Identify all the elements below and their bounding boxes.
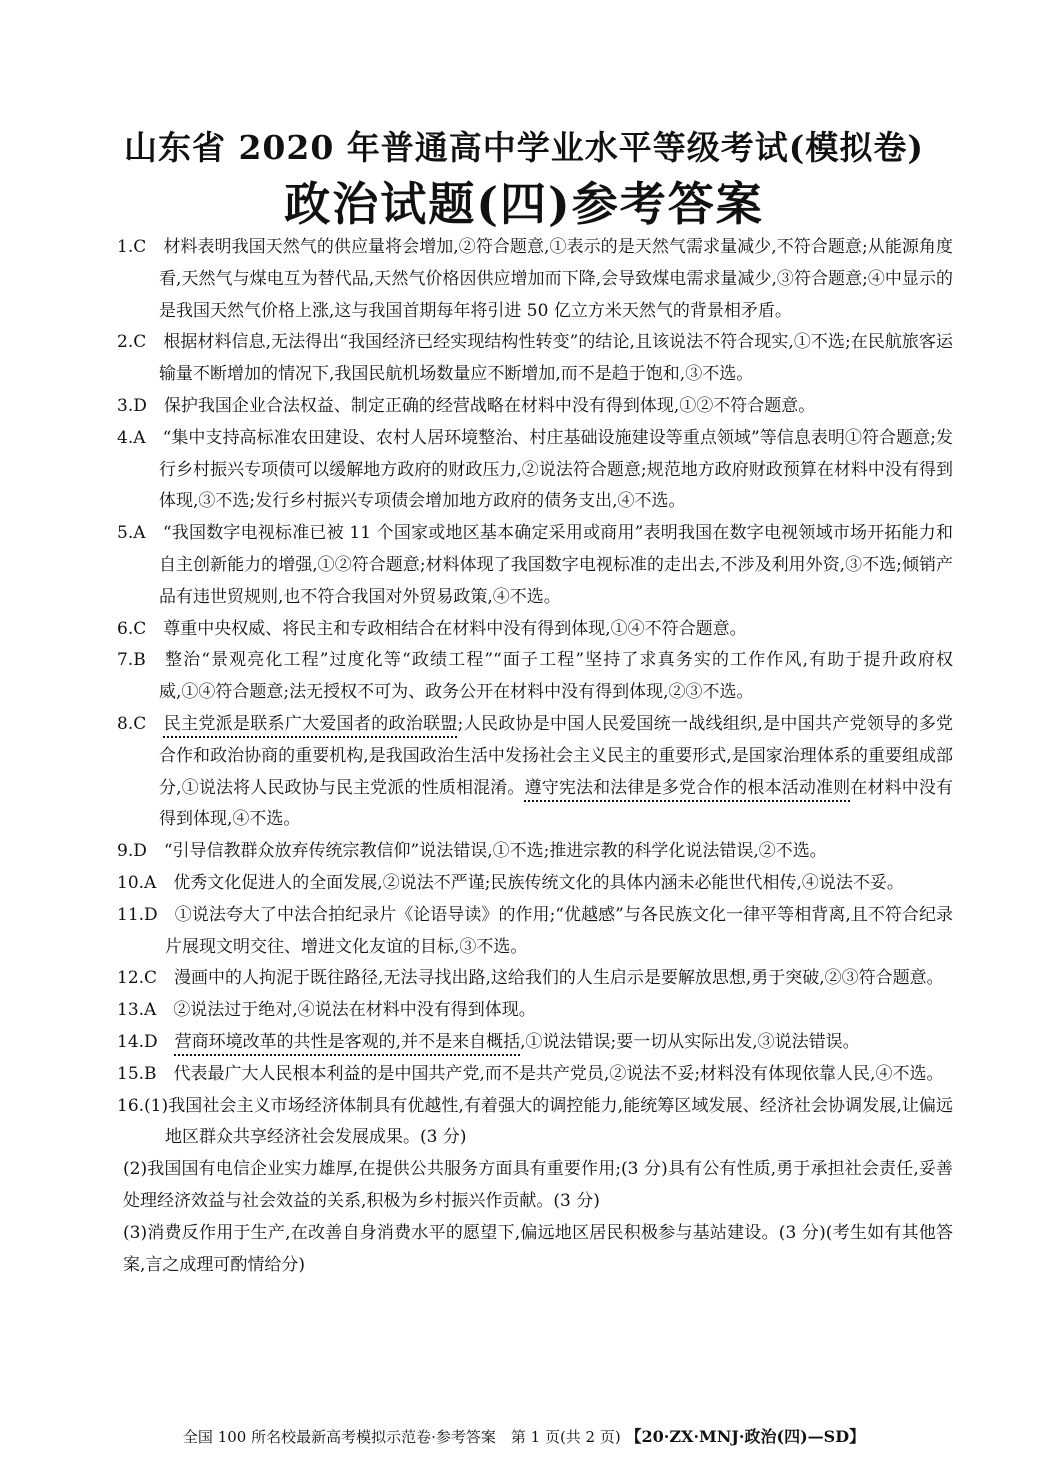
answer-6: 6.C 尊重中央权威、将民主和专政相结合在材料中没有得到体现,①④不符合题意。 [117, 618, 747, 639]
answer-15: 15.B 代表最广大人民根本利益的是中国共产党,而不是共产党员,②说法不妥;材料没有体现依靠人民,④不选。 [117, 1063, 944, 1084]
answer-8 [117, 709, 953, 836]
answer-3: 3.D 保护我国企业合法权益、制定正确的经营战略在材料中没有得到体现,①②不符合题意。 [117, 395, 816, 416]
answer-key-title: 政治试题(四)参考答案 [284, 177, 764, 231]
answer-9: 9.D “引导信教群众放弃传统宗教信仰”说法错误,①不选;推进宗教的科学化说法错误,②不选。 [117, 841, 827, 862]
answer-2: 2.C 根据材料信息,无法得出“我国经济已经实现结构性转变”的结论,且该说法不符合现实,①不选;在民航旅客运输量不断增加的情况下,我国民航机场数量应不断增加,而不是趋于饱和,③不选。 [117, 332, 953, 385]
footer-text: 全国 100 所名校最新高考模拟示范卷·参考答案 第 1 页(共 2 页) [182, 1428, 621, 1446]
answer-10: 10.A 优秀文化促进人的全面发展,②说法不严谨;民族传统文化的具体内涵未必能世代相传,④说法不妥。 [117, 872, 904, 893]
answer-16-part-2: (2)我国国有电信企业实力雄厚,在提供公共服务方面具有重要作用;(3 分)具有公有性质,勇于承担社会责任,妥善处理经济效益与社会效益的关系,积极为乡村振兴作贡献。(3 分) [123, 1159, 953, 1211]
answer-14-emphasis: 营商环境改革的共性是客观的,并不是来自概括 [174, 1031, 521, 1052]
answer-7: 7.B 整治“景观亮化工程”过度化等“政绩工程”“面子工程”坚持了求真务实的工作作风,有助于提升政府权威,①④符合题意;法无授权不可为、政务公开在材料中没有得到体现,②③不选。 [117, 650, 953, 703]
answer-16-part-3: (3)消费反作用于生产,在改善自身消费水平的愿望下,偏远地区居民积极参与基站建设。(3 分)(考生如有其他答案,言之成理可酌情给分) [123, 1222, 953, 1275]
exam-title: 山东省 2020 年普通高中学业水平等级考试(模拟卷) [123, 128, 925, 167]
answer-4: 4.A “集中支持高标准农田建设、农村人居环境整治、村庄基础设施建设等重点领域”等信息表明①符合题意;发行乡村振兴专项债可以缓解地方政府的财政压力,②说法符合题意;规范地方政府财政预算在材料中没有得到体现,③不选;发行乡村振兴专项债会增加地方政府的债务支出,④不选。 [117, 427, 953, 512]
answer-14-suffix: ,①说法错误;要一切从实际出发,③说法错误。 [520, 1031, 860, 1052]
answer-8-emphasis-2: 遵守宪法和法律是多党合作的根本活动准则 [524, 777, 851, 798]
answer-8-prefix: 8.C [117, 713, 164, 734]
answer-14 [117, 1027, 953, 1059]
answer-5: 5.A “我国数字电视标准已被 11 个国家或地区基本确定采用或商用”表明我国在数字电视领域市场开拓能力和自主创新能力的增强,①②符合题意;材料体现了我国数字电视标准的走出去,不涉及利用外资,③不选;倾销产品有违世贸规则,也不符合我国对外贸易政策,④不选。 [117, 523, 953, 607]
answer-16-part-1: 16.(1)我国社会主义市场经济体制具有优越性,有着强大的调控能力,能统筹区域发展、经济社会协调发展,让偏远地区群众共享经济社会发展成果。(3 分) [117, 1095, 953, 1148]
answer-14-prefix: 14.D [117, 1031, 175, 1052]
answer-list [117, 232, 953, 1281]
answer-8-suffix: 在材料中没有得到体现,④不选。 [159, 777, 954, 830]
footer-code: 【20·ZX·MNJ·政治(四)—SD】 [625, 1427, 866, 1446]
answer-12: 12.C 漫画中的人拘泥于既往路径,无法寻找出路,这给我们的人生启示是要解放思想,勇于突破,②③符合题意。 [117, 968, 944, 989]
answer-13: 13.A ②说法过于绝对,④说法在材料中没有得到体现。 [117, 1000, 536, 1021]
answer-11: 11.D ①说法夸大了中法合拍纪录片《论语导读》的作用;“优越感”与各民族文化一律平等相背离,且不符合纪录片展现文明交往、增进文化友谊的目标,③不选。 [117, 904, 953, 957]
page-footer [0, 1424, 1048, 1447]
answer-8-middle: ;人民政协是中国人民爱国统一战线组织,是中国共产党领导的多党合作和政治协商的重要机构,是我国政治生活中发扬社会主义民主的重要形式,是国家治理体系的重要组成部分,①说法将人民政协与民主党派的性质相混淆。 [159, 713, 953, 798]
answer-1: 1.C 材料表明我国天然气的供应量将会增加,②符合题意,①表示的是天然气需求量减少,不符合题意;从能源角度看,天然气与煤电互为替代品,天然气价格因供应增加而下降,会导致煤电需求量减少,③符合题意;④中显示的是我国天然气价格上涨,这与我国首期每年将引进 50 亿立方米天然气的背景相矛盾。 [117, 237, 953, 321]
answer-8-emphasis-1: 民主党派是联系广大爱国者的政治联盟 [163, 713, 458, 734]
